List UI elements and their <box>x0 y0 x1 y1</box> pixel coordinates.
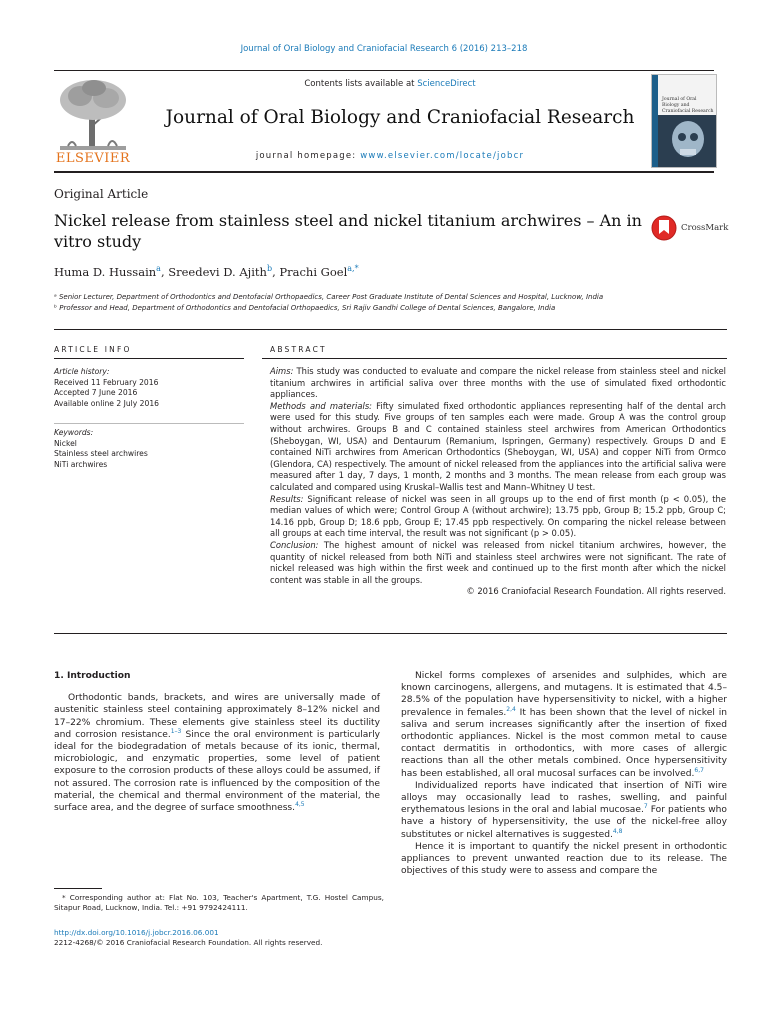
issn-copyright: 2212-4268/© 2016 Craniofacial Research Foundation. All rights reserved. <box>54 938 323 947</box>
section-divider <box>54 633 727 634</box>
sciencedirect-link[interactable]: ScienceDirect <box>417 79 476 89</box>
masthead-bottom-rule <box>54 171 714 173</box>
crossmark-icon <box>651 213 677 243</box>
citation-link[interactable]: 1–3 <box>170 727 182 735</box>
author-affiliation-mark[interactable]: a,* <box>347 264 359 274</box>
abstract-body <box>270 366 726 598</box>
citation-link[interactable]: 7 <box>643 803 648 811</box>
cover-skull-image <box>658 115 716 167</box>
article-type: Original Article <box>54 187 149 201</box>
author-name[interactable]: Sreedevi D. Ajith <box>168 265 267 279</box>
paragraph: Nickel forms complexes of arsenides and sulphides, which are known carcinogens, allergens, and mutagens. It is estimated that 4.5–28.5% of the population have hypersensitivity to nickel, with a higher prevalence in females.$^{2,4}$ It has been shown that the level of nickel in saliva and serum increases significantly after the insertion of fixed orthodontic appliances. Nickel is the most common metal to cause contact dermatitis in orthodontics, with more cases of allergic reactions than all the other metals combined. Once hypersensitivity has been established, all oral mucosal surfaces can be involved.$^{6,7}$ <box>401 671 727 779</box>
article-history: Article history: Received 11 February 2016 Accepted 7 June 2016 Available online 2 July 2016 <box>54 367 244 409</box>
affiliation: ᵇ Professor and Head, Department of Orthodontics and Dentofacial Orthopaedics, Sri Rajiv Gandhi College of Dental Sciences, Bangalore, India <box>54 304 556 312</box>
article-title: Nickel release from stainless steel and nickel titanium archwires – An in vitro study <box>54 211 642 251</box>
keyword: NiTi archwires <box>54 459 108 469</box>
history-date: Available online 2 July 2016 <box>54 398 160 408</box>
author-name[interactable]: Huma D. Hussain <box>54 265 157 279</box>
paragraph: Orthodontic bands, brackets, and wires are universally made of austenitic stainless steel containing approximately 8–12% nickel and 17–22% chromium. These elements give stainless steel its ductility and corrosion resistance.$^{1-3}$ Since the oral environment is particularly ideal for the biodegradation of metals because of its ionic, thermal, microbiologic, and enzymatic properties, some level of patient exposure to the corrosion products of these alloys could be assumed, if not assured. The corrosion rate is influenced by the composition of the material, the chemical and thermal environment of the material, the surface area, and the degree of surface smoothness.$^{4,5}$ <box>54 693 380 814</box>
citation-link[interactable]: 6,7 <box>694 766 704 774</box>
doi-link[interactable]: http://dx.doi.org/10.1016/j.jobcr.2016.06.001 <box>54 928 219 937</box>
abstract-heading: ABSTRACT <box>270 345 327 354</box>
affiliation: ᵃ Senior Lecturer, Department of Orthodontics and Dentofacial Orthopaedics, Career Post Graduate Institute of Dental Sciences and Hospital, Lucknow, India <box>54 293 604 301</box>
paragraph: Hence it is important to quantify the nickel present in orthodontic appliances to prevent unwanted reaction due to its release. The objectives of this study were to assess and compare the <box>401 841 727 877</box>
article-info-heading: ARTICLE INFO <box>54 345 132 354</box>
abstract-aims: Aims: This study was conducted to evaluate and compare the nickel release from stainless steel and nickel titanium archwires in artificial saliva over three months with the use of simulated fixed orthodontic appliances. <box>270 366 726 400</box>
history-date: Accepted 7 June 2016 <box>54 388 138 397</box>
crossmark-badge[interactable] <box>651 213 731 243</box>
abstract-rule <box>262 358 727 359</box>
citation-link[interactable]: 4,5 <box>295 801 305 808</box>
author-list: Huma D. Hussain$^a$, Sreedevi D. Ajith$^b$, Prachi Goel$^{a,*}$ <box>54 264 359 279</box>
masthead-top-rule <box>54 70 714 71</box>
section-divider <box>54 329 727 330</box>
cover-title: Journal of Oral Biology and Craniofacial Research <box>662 97 714 114</box>
homepage-link[interactable]: www.elsevier.com/locate/jobcr <box>360 151 525 161</box>
author-affiliation-mark[interactable]: a <box>156 264 161 274</box>
abstract-results: Results: Significant release of nickel was seen in all groups up to the end of first month (p < 0.05), the median values of which were; Control Group A (without archwire); 13.75 ppb, Group B; 15.2 ppb, Group C; 14.16 ppb, Group D; 18.6 ppb, Group E; 17.45 ppb respectively. On comparing the nickel release between all groups at each time interval, the result was not significant (p > 0.05). <box>270 493 726 539</box>
corresponding-author-note: * Corresponding author at: Flat No. 103, Teacher's Apartment, T.G. Hostel Campus, Sitapur Road, Lucknow, India. Tel.: +91 9792424111. <box>54 893 384 912</box>
keywords: Keywords: Nickel Stainless steel archwires NiTi archwires <box>54 428 244 470</box>
contents-availability: Contents lists available at ScienceDirect <box>304 79 476 89</box>
keywords-rule <box>54 423 244 424</box>
journal-homepage: journal homepage: www.elsevier.com/locate/jobcr <box>255 151 525 161</box>
body-left-column <box>54 670 380 814</box>
running-header[interactable]: Journal of Oral Biology and Craniofacial Research 6 (2016) 213–218 <box>240 44 528 54</box>
journal-name: Journal of Oral Biology and Craniofacial Research <box>165 107 635 128</box>
author-affiliation-mark[interactable]: b <box>266 264 273 274</box>
citation-link[interactable]: 4,8 <box>612 827 623 835</box>
author-name[interactable]: Prachi Goel <box>279 265 348 279</box>
crossmark-label: CrossMark <box>681 223 729 233</box>
history-date: Received 11 February 2016 <box>54 377 159 387</box>
citation-link[interactable]: 2,4 <box>506 705 516 713</box>
elsevier-wordmark: ELSEVIER <box>55 151 131 166</box>
keyword: Nickel <box>54 438 77 448</box>
footnote-rule <box>54 888 102 889</box>
abstract-methods: Methods and materials: Fifty simulated fixed orthodontic appliances representing half of the dental arch were used for this study. Five groups of ten samples each were made. Group A was the control group without archwires. Groups B and C contained stainless steel archwires from American Orthodontics (Sheboygan, WI, USA) and Dentaurum (Remanium, Ispringen, Germany) respectively. Groups D and E contained NiTi archwires from American Orthodontics (Sheboygan, WI, USA) and copper NiTi from Ormco (Glendora, CA) respectively. The amount of nickel released from the appliances into the artificial saliva were measured after 1 day, 7 days, 1 month, 2 months and 3 months. The mean release from each group was calculated and compared using Kruskal–Wallis test and Mann–Whitney U test. <box>270 400 726 492</box>
article-info-rule <box>54 358 244 359</box>
section-heading-introduction: 1. Introduction <box>54 671 131 681</box>
paragraph: Individualized reports have indicated that insertion of NiTi wire alloys may occasionally lead to rashes, swelling, and painful erythematous lesions in the oral and labial mucosae.$^7$ For patients who have a history of hypersensitivity, the use of the nickel-free alloy substitutes or nickel alternatives is suggested.$^{4,8}$ <box>401 780 727 840</box>
abstract-copyright: © 2016 Craniofacial Research Foundation. All rights reserved. <box>466 586 726 597</box>
journal-cover[interactable] <box>651 74 717 168</box>
body-right-column <box>401 670 727 877</box>
abstract-conclusion: Conclusion: The highest amount of nickel was released from nickel titanium archwires, however, the quantity of nickel released from both NiTi and stainless steel archwires were not significant. The rate of nickel released was high within the first week and continued up to the first month after which the nickel content was stable in all the groups. <box>270 539 726 585</box>
keyword: Stainless steel archwires <box>54 449 148 458</box>
elsevier-logo <box>54 76 132 166</box>
elsevier-tree-icon <box>54 76 132 154</box>
